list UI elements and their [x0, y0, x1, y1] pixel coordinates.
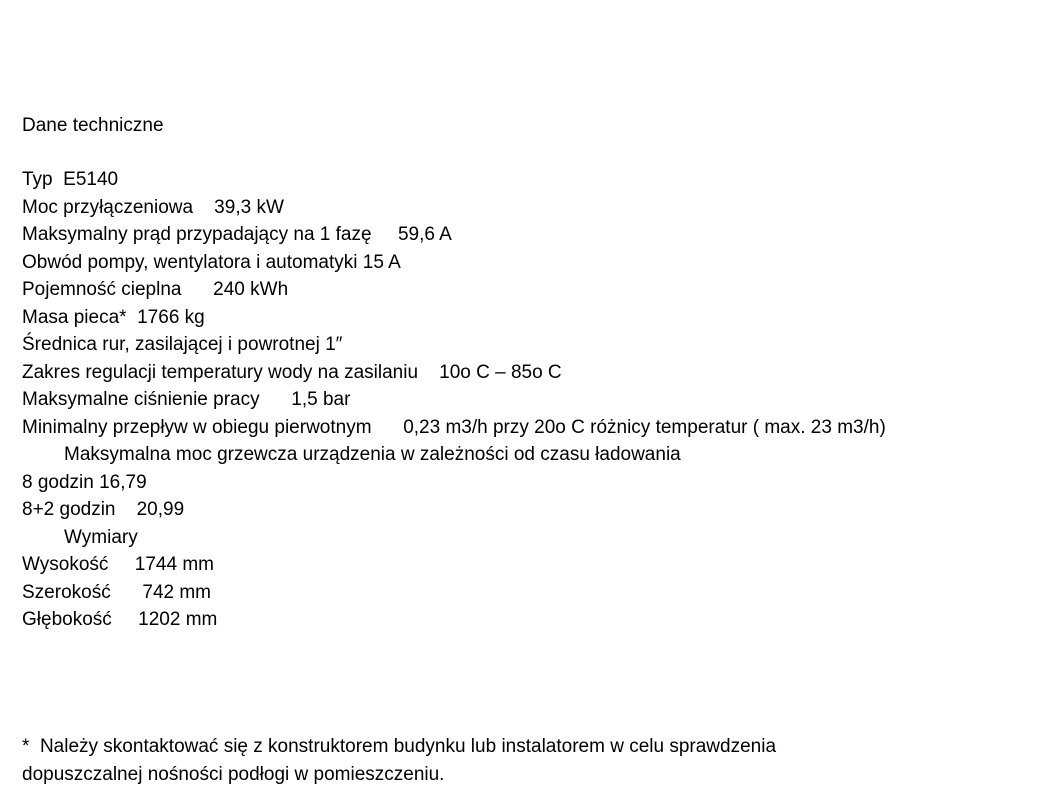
spec-line: Głębokość 1202 mm	[22, 609, 218, 630]
spec-line: Wysokość 1744 mm	[22, 554, 214, 575]
spec-line: Pojemność cieplna 240 kWh	[22, 279, 289, 300]
spec-line: Szerokość 742 mm	[22, 581, 212, 603]
spec-line: Obwód pompy, wentylatora i automatyki 15 A	[22, 251, 401, 273]
spec-line: Maksymalny prąd przypadający na 1 fazę 59,6 A	[22, 224, 452, 245]
spec-line: Maksymalne ciśnienie pracy 1,5 bar	[22, 389, 351, 410]
technical-specs-list	[22, 166, 1036, 634]
spec-subheading: Maksymalna moc grzewcza urządzenia w zależności od czasu ładowania	[64, 444, 681, 465]
title-spacer	[22, 139, 1036, 166]
footnote-line: dopuszczalnej nośności podłogi w pomieszczeniu.	[22, 763, 445, 785]
spec-line: Moc przyłączeniowa 39,3 kW	[22, 196, 284, 218]
spec-line: Typ E5140	[22, 169, 119, 190]
footnote	[22, 733, 1032, 788]
spec-line: Minimalny przepływ w obiegu pierwotnym 0,23 m3/h przy 20o C różnicy temperatur ( max. 23 m3/h)	[22, 416, 886, 438]
spec-line: 8+2 godzin 20,99	[22, 499, 185, 520]
spec-line: 8 godzin 16,79	[22, 471, 147, 493]
spec-subheading: Wymiary	[64, 526, 138, 548]
spec-line: Średnica rur, zasilającej i powrotnej 1″	[22, 334, 343, 355]
page-title: Dane techniczne	[22, 115, 164, 136]
spec-line: Zakres regulacji temperatury wody na zasilaniu 10o C – 85o C	[22, 361, 562, 383]
spec-line: Masa pieca* 1766 kg	[22, 306, 205, 328]
footnote-line: * Należy skontaktować się z konstruktorem budynku lub instalatorem w celu sprawdzenia	[22, 736, 777, 757]
